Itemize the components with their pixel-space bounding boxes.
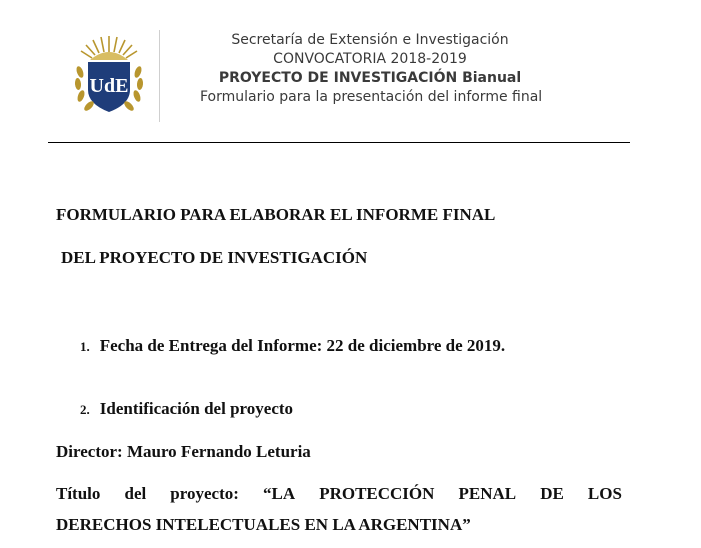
header-rule — [48, 142, 630, 143]
logo-divider — [159, 30, 160, 122]
list-item-identificacion — [80, 399, 293, 419]
header-block — [200, 31, 543, 107]
logo-lettering: UdE — [89, 75, 129, 97]
document-title-line-2: DEL PROYECTO DE INVESTIGACIÓN — [61, 248, 368, 267]
title-word: DE — [540, 484, 564, 503]
project-title-line-2: DERECHOS INTELECTUALES EN LA ARGENTINA” — [56, 515, 471, 534]
title-word: “LA — [262, 484, 296, 503]
title-word: del — [124, 484, 147, 503]
header-convocatoria: CONVOCATORIA 2018-2019 — [273, 51, 467, 67]
title-word: PROTECCIÓN — [319, 484, 435, 503]
document-title-line-1: FORMULARIO PARA ELABORAR EL INFORME FINAL — [56, 205, 496, 224]
title-word: PENAL — [458, 484, 517, 503]
list-number: 1. — [80, 339, 90, 354]
title-word: proyecto: — [170, 484, 239, 503]
project-title-line-1 — [56, 484, 622, 504]
university-logo — [68, 32, 150, 122]
title-word: Título — [56, 484, 101, 503]
list-number: 2. — [80, 402, 90, 417]
list-item-text: Fecha de Entrega del Informe: 22 de diciembre de 2019. — [99, 336, 506, 355]
list-item-text: Identificación del proyecto — [99, 399, 294, 418]
header-secretaria: Secretaría de Extensión e Investigación — [231, 32, 509, 48]
title-word: LOS — [587, 484, 622, 503]
list-item-fecha — [80, 336, 505, 356]
director-line: Director: Mauro Fernando Leturia — [56, 442, 311, 461]
header-formulario: Formulario para la presentación del informe final — [200, 89, 543, 105]
header-proyecto: PROYECTO DE INVESTIGACIÓN Bianual — [218, 70, 522, 86]
